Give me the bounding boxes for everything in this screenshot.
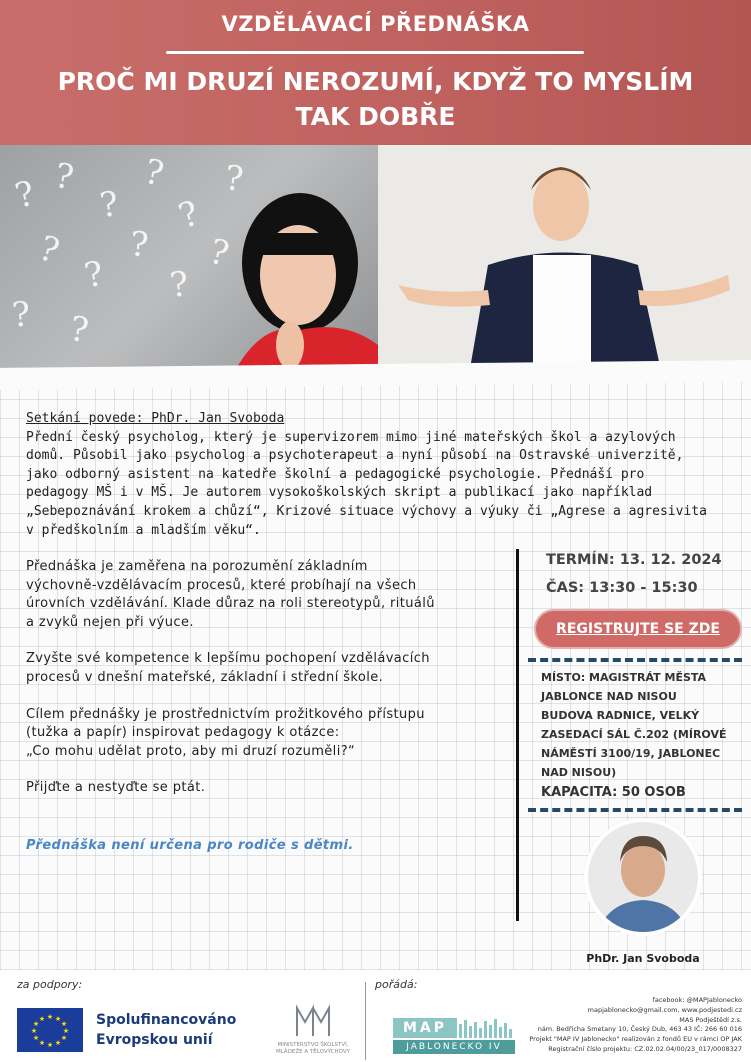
svg-text:★: ★ <box>32 1034 40 1042</box>
bio-line: v předškolním a mladším věku“. <box>26 522 261 538</box>
svg-text:★: ★ <box>60 1020 68 1028</box>
svg-text:★: ★ <box>62 1027 70 1035</box>
title-line-1: PROČ MI DRUZÍ NEROZUMÍ, KDYŽ TO MYSLÍM <box>57 67 694 96</box>
organizer-label: pořádá: <box>375 978 418 991</box>
bio-line: Přední český psycholog, který je supervizorem mimo jiné mateřských škol a azylových <box>26 429 676 445</box>
title-line-2: TAK DOBŘE <box>295 102 456 131</box>
bio-line: domů. Působil jako psycholog a psychoterapeut a nyní působí na Ostravské univerzitě, <box>26 448 684 464</box>
bio-line: „Sebepoznávání krokem a chůzí“, Krizové situace výchovy a výuky či „Agrese a agresivita <box>26 503 707 519</box>
footer-divider <box>365 982 366 1060</box>
page-title <box>0 64 751 134</box>
speaker-portrait <box>588 822 698 932</box>
dashed-divider <box>528 658 742 662</box>
event-kicker: VZDĚLÁVACÍ PŘEDNÁŠKA <box>221 12 530 36</box>
map-jablonecko-logo: MAP JABLONECKO IV <box>393 1018 515 1056</box>
event-description <box>26 558 501 816</box>
header-banner <box>0 0 751 145</box>
bio-line: pedagogy MŠ i v MŠ. Je autorem vysokoškolských skript a publikací jako například <box>26 485 653 501</box>
svg-text:★: ★ <box>54 1015 62 1023</box>
svg-text:★: ★ <box>38 1015 46 1023</box>
support-label: za podpory: <box>17 978 83 991</box>
column-divider <box>516 549 519 921</box>
register-button[interactable]: REGISTRUJTE SE ZDE <box>534 609 742 649</box>
svg-text:★: ★ <box>54 1039 62 1047</box>
contact-info: facebook: @MAPJablonecko mapjablonecko@gmail.com, www.podjestedi.cz MAS Podještědí z.s. nám. Bedřicha Smetany 10, Český Dub, 463 43 IČ: 266 60 016 Projekt "MAP IV Jablonecko" realizován z fondů EU v rámci OP JAK Registrační číslo projektu: CZ.02.02.04/00/23_017/0008327 <box>529 996 742 1053</box>
shrugging-man-photo <box>378 145 751 380</box>
svg-text:★: ★ <box>60 1034 68 1042</box>
header-divider <box>166 51 584 54</box>
dashed-divider <box>528 808 742 812</box>
speaker-line: Setkání povede: PhDr. Jan Svoboda <box>26 411 285 426</box>
footer <box>0 970 751 1062</box>
audience-note: Přednáška není určena pro rodiče s dětmi. <box>26 838 354 853</box>
portrait-caption: PhDr. Jan Svoboda <box>586 952 700 965</box>
description-paragraph-1: Přednáška je zaměřena na porozumění základním výchovně-vzdělávacím procesů, které probíhají na všech úrovních vzdělávání. Klade důraz na roli stereotypů, rituálů a zvyků nejen při výuce. <box>26 559 435 630</box>
svg-text:★: ★ <box>38 1039 46 1047</box>
description-paragraph-4: Přijďte a nestyďte se ptát. <box>26 780 206 796</box>
event-time: ČAS: 13:30 - 15:30 <box>546 580 698 596</box>
eu-cofunding-text: Spolufinancováno Evropskou unií <box>96 1012 237 1048</box>
description-paragraph-2: Zvyšte své kompetence k lepšímu pochopení vzdělávacích procesů v dnešní mateřské, základní i střední škole. <box>26 651 430 685</box>
bio-line: jako odborný asistent na katedře školní a pedagogické psychologie. Přednáší pro <box>26 466 645 482</box>
msmt-logo: MINISTERSTVO ŠKOLSTVÍ, MLÁDEŽE A TĚLOVÝCHOVY <box>273 1004 353 1056</box>
description-paragraph-3: Cílem přednášky je prostřednictvím prožitkového přístupu (tužka a papír) inspirovat pedagogy k otázce: „Co mohu udělat proto, aby mi druzí rozuměli?“ <box>26 706 425 759</box>
svg-text:★: ★ <box>46 1013 54 1021</box>
eu-flag-logo <box>17 1008 83 1052</box>
svg-text:★: ★ <box>46 1041 54 1049</box>
woman-thinking-photo: ? ? ? ? ? ? ? ? ? ? ? ? ? <box>0 145 378 380</box>
event-location: MÍSTO: MAGISTRÁT MĚSTA JABLONCE NAD NISOU BUDOVA RADNICE, VELKÝ ZASEDACÍ SÁL Č.202 (MÍROVÉ NÁMĚSTÍ 3100/19, JABLONEC NAD NISOU) <box>541 671 727 779</box>
svg-text:★: ★ <box>32 1020 40 1028</box>
speaker-bio <box>26 410 741 540</box>
event-date: TERMÍN: 13. 12. 2024 <box>546 552 722 568</box>
event-capacity: KAPACITA: 50 OSOB <box>541 785 686 800</box>
hero-photos <box>0 145 751 380</box>
svg-text:★: ★ <box>30 1027 38 1035</box>
